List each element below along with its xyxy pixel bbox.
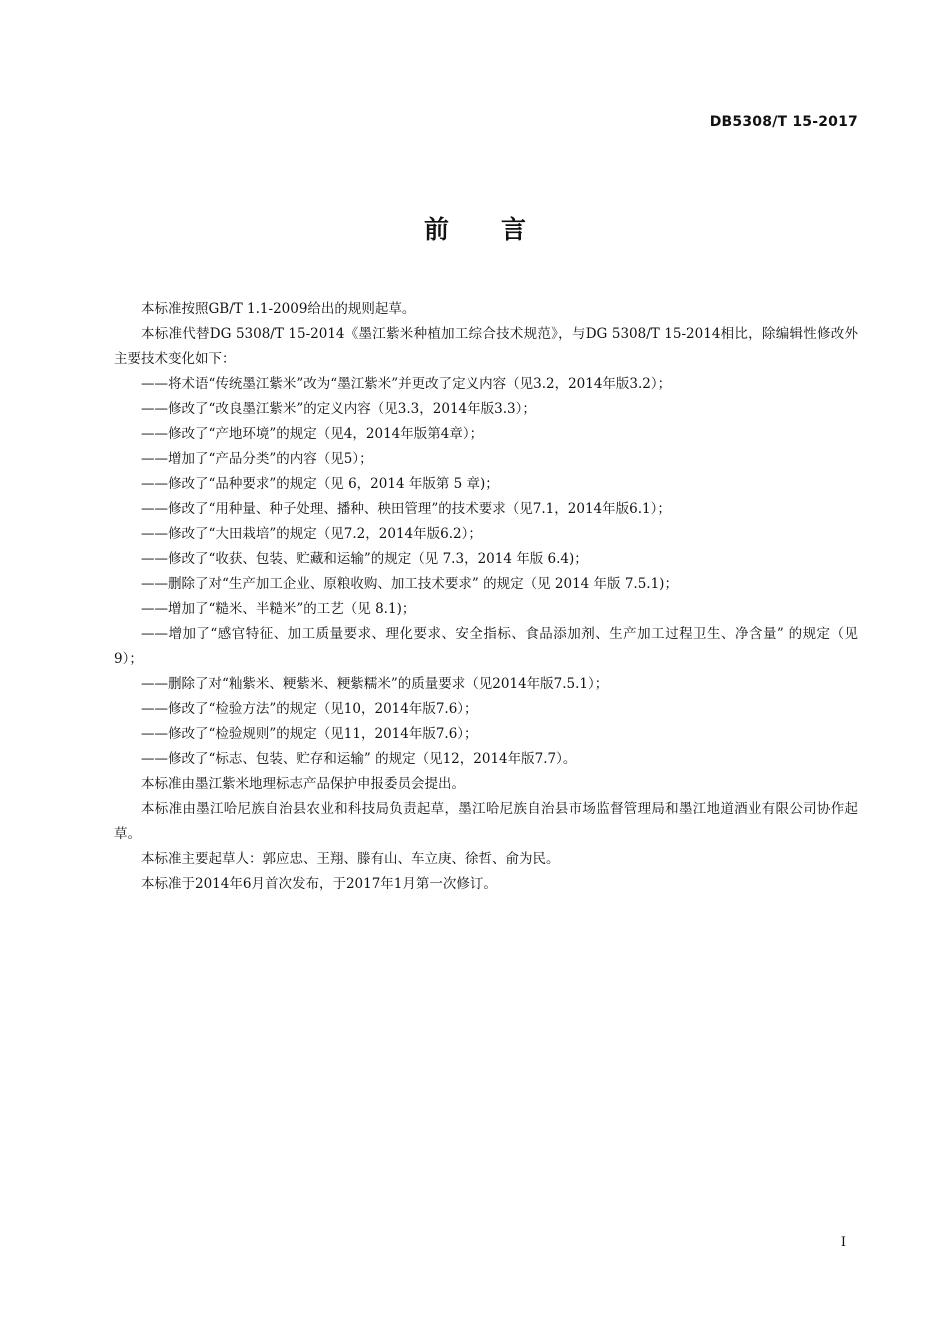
change-item: ——将术语“传统墨江紫米”改为“墨江紫米”并更改了定义内容（见3.2，2014年版3.2）；	[141, 376, 672, 392]
change-item: ——删除了对“生产加工企业、原粮收购、加工技术要求” 的规定（见 2014 年版 7.5.1)；	[141, 576, 678, 592]
change-item: ——增加了“糙米、半糙米”的工艺（见 8.1)；	[141, 601, 416, 617]
paragraph-drafting-units: 本标准由墨江哈尼族自治县农业和科技局负责起草，墨江哈尼族自治县市场监督管理局和墨江地道酒业有限公司协作起草。	[114, 801, 858, 842]
document-id: DB5308/T 15-2017	[709, 114, 858, 130]
change-item: ——修改了“收获、包装、贮藏和运输”的规定（见 7.3，2014 年版 6.4)；	[141, 551, 588, 567]
paragraph-replaces: 本标准代替DG 5308/T 15-2014《墨江紫米种植加工综合技术规范》，与DG 5308/T 15-2014相比，除编辑性修改外主要技术变化如下：	[114, 326, 858, 367]
change-item: ——修改了“标志、包装、贮存和运输” 的规定（见12，2014年版7.7）。	[141, 751, 577, 767]
change-item: ——修改了“产地环境”的规定（见4，2014年版第4章）；	[141, 426, 484, 442]
paragraph-scope: 本标准按照GB/T 1.1-2009给出的规则起草。	[141, 301, 416, 317]
paragraph-release-history: 本标准于2014年6月首次发布，于2017年1月第一次修订。	[141, 876, 497, 892]
change-item: ——删除了对“籼紫米、粳紫米、粳紫糯米”的质量要求（见2014年版7.5.1）；	[141, 676, 609, 692]
change-item: ——修改了“品种要求”的规定（见 6，2014 年版第 5 章)；	[141, 476, 499, 492]
page-title: 前言	[423, 215, 578, 244]
change-item: ——增加了“产品分类”的内容（见5）；	[141, 451, 373, 467]
change-item: ——修改了“检验规则”的规定（见11，2014年版7.6）；	[141, 726, 478, 742]
foreword-body	[114, 297, 858, 897]
paragraph-proposer: 本标准由墨江紫米地理标志产品保护申报委员会提出。	[141, 776, 465, 792]
page-number: I	[840, 1235, 846, 1250]
change-item: ——修改了“改良墨江紫米”的定义内容（见3.3，2014年版3.3）；	[141, 401, 536, 417]
paragraph-drafters: 本标准主要起草人：郭应忠、王翔、滕有山、车立庚、徐哲、俞为民。	[141, 851, 560, 867]
change-item: ——修改了“大田栽培”的规定（见7.2，2014年版6.2）；	[141, 526, 482, 542]
change-item: ——增加了“感官特征、加工质量要求、理化要求、安全指标、食品添加剂、生产加工过程卫生、净含量” 的规定（见9）；	[114, 626, 858, 667]
change-item: ——修改了“检验方法”的规定（见10，2014年版7.6）；	[141, 701, 478, 717]
change-item: ——修改了“用种量、种子处理、播种、秧田管理”的技术要求（见7.1，2014年版6.1）；	[141, 501, 671, 517]
